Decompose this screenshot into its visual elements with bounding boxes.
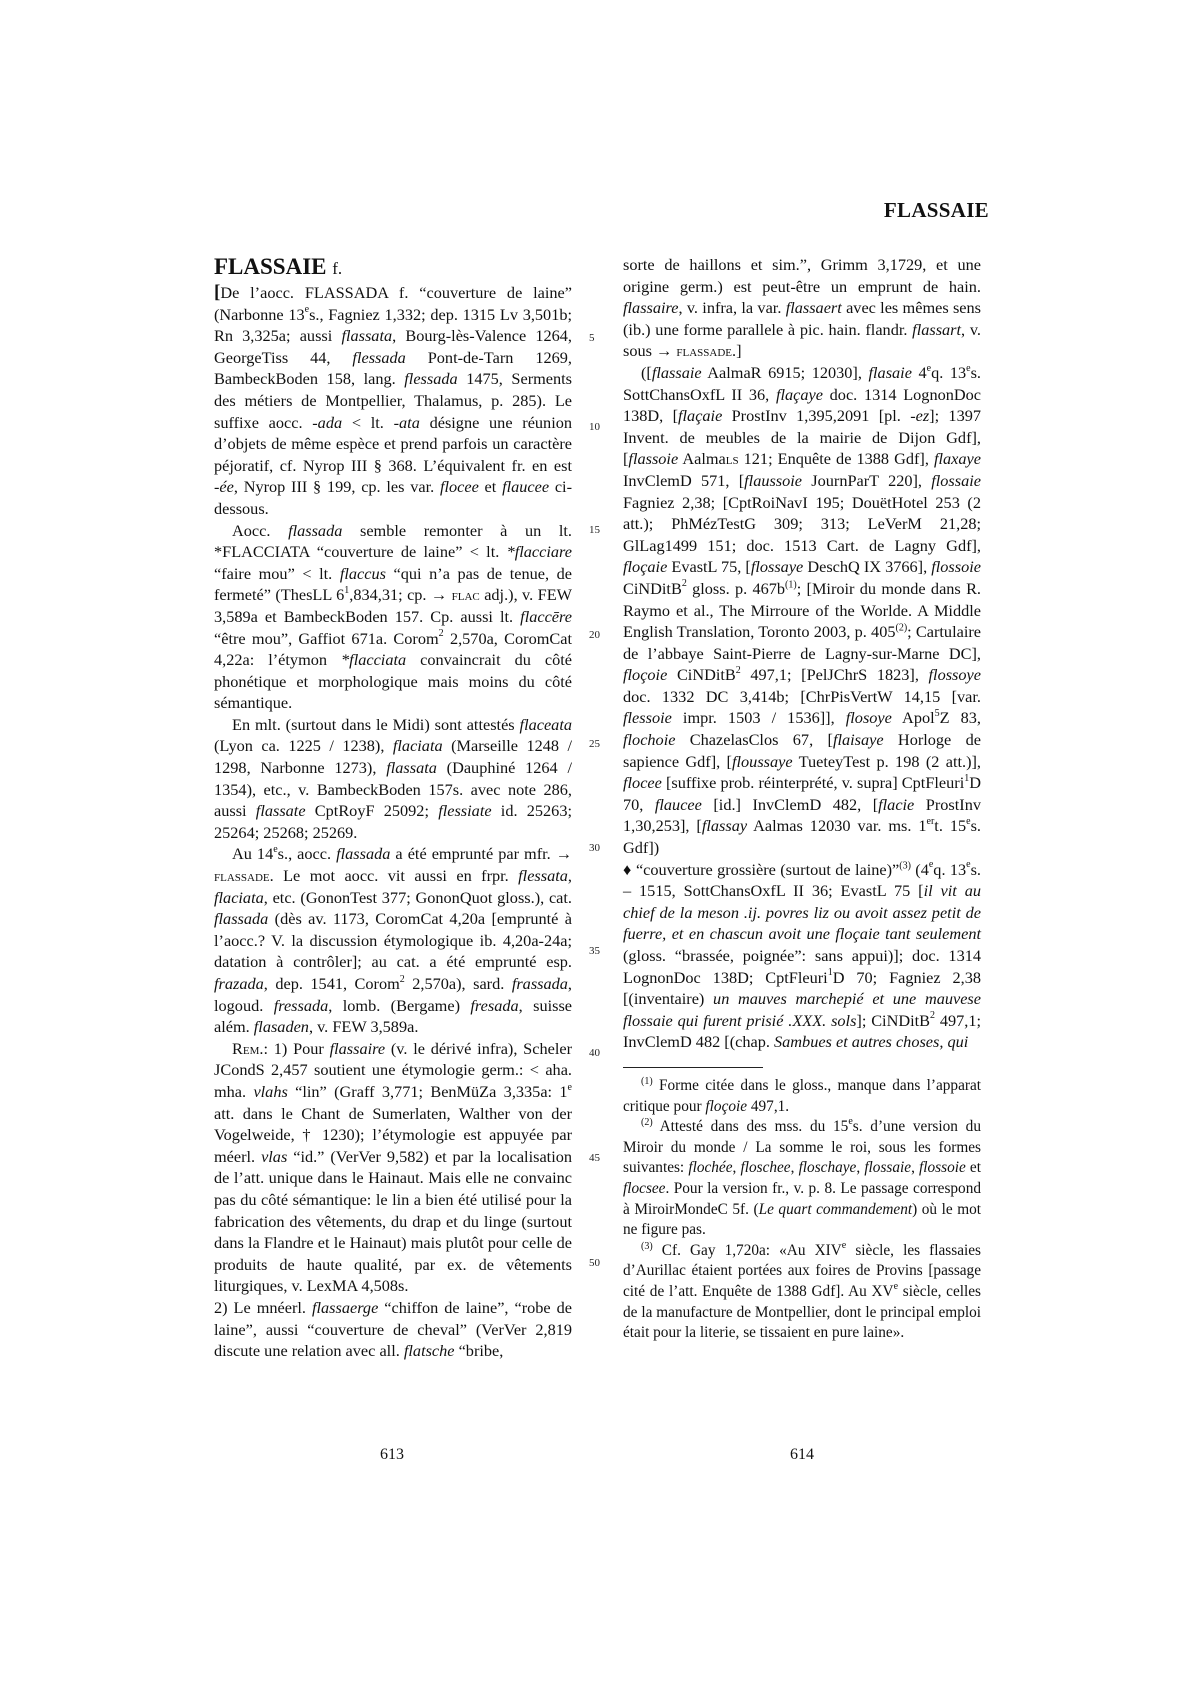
sense-diamond-icon: ♦ — [623, 859, 632, 879]
remark-paragraph: 2) Le mnéerl. flassaerge “chiffon de laine”, “robe de laine”, aussi “couverture de cheval” (VerVer 2,819 discute une relation avec all. flatsche “bribe, — [214, 1297, 572, 1361]
line-number: 50 — [589, 1257, 600, 1269]
etymology-continuation: sorte de haillons et sim.”, Grimm 3,1729, et une origine germ.) est peut-être un emprunt de hain. flassaire, v. infra, la var. flassaert avec les mêmes sens (ib.) une forme parallele à pic. hain. flandr. flassart, v. sous → flassade.] — [623, 255, 982, 361]
footnote-ref: (2) — [895, 622, 908, 634]
footnote: $^{(3)}$ Cf. Gay 1,720a: «Au XIVe siècle, les flassaies d’Aurillac étaient portées aux foires de Provins [passage cité de l’att. Enquête de 1388 Gdf]. Au XVe siècle, celles de la manufacture de Montpellier, dont le principal emploi était pour la literie, se tissaient en pure laine». — [623, 1239, 981, 1342]
etymology-paragraph: En mlt. (surtout dans le Midi) sont attestés flaceata (Lyon ca. 1225 / 1238), flaciata (Marseille 1248 / 1298, Narbonne 1273), flassata (Dauphiné 1264 / 1354), etc., v. BambeckBoden 157s. avec note 286, aussi flassate CptRoyF 25092; flessiate id. 25263; 25264; 25268; 25269. — [214, 714, 573, 842]
footnote: $^{(2)}$ Attesté dans des mss. du 15es. d’une version du Miroir du monde / La somme le roi, sous les formes suivantes: flochée, floschee, floschaye, flossaie, flossoie et flocsee. Pour la version fr., v. p. 8. Le passage correspond à MiroirMondeC 5f. (Le quart commandement) où le mot ne figure pas. — [623, 1116, 981, 1239]
line-number: 45 — [589, 1152, 600, 1164]
line-number: 15 — [589, 524, 600, 536]
forms-paragraph: ([flassaie AalmaR 6915; 12030], flasaie 4eq. 13es. SottChansOxfL II 36, flaçaye doc. 1314 LognonDoc 138D, [flaçaie ProstInv 1,395,2091 [pl. -ez]; 1397 Invent. de meubles de la mairie de Dijon Gdf], [flassoie Aalmals 121; Enquête de 1388 Gdf], flaxaye InvClemD 571, [flaussoie JournParT 220], flossaie Fagniez 2,38; [CptRoiNavI 195; DouëtHotel 253 (2 att.); PhMézTestG 309; 313; LeVerM 21,28; GlLag1499 151; doc. 1513 Cart. de Lagny Gdf], floçaie EvastL 75, [flossaye DeschQ IX 3766], flossoie CiNDitB$^2$ gloss. p. 467b$^{(1)}$; [Miroir du monde dans R. Raymo et al., The Mirroure of the Worlde. A Middle English Translation, Toronto 2003, p. 405$^{(2)}$; Cartulaire de l’abbaye Saint-Pierre de Lagny-sur-Marne DC], floçoie CiNDitB$^2$ 497,1; [PelJChrS 1823], flossoye doc. 1332 DC 3,414b; [ChrPisVertW 14,15 [var. flessoie impr. 1503 / 1536]], flosoye Apol$^5$Z 83, flochoie ChazelasClos 67, [flaisaye Horloge de sapience Gdf], [floussaye TueteyTest p. 198 (2 att.)], flocee [suffixe prob. réinterprété, v. supra] CptFleuri$^1$D 70, flaucee [id.] InvClemD 482, [flacie ProstInv 1,30,253], [flassay Aalmas 12030 var. ms. 1ert. 15es. Gdf]) — [623, 362, 982, 858]
right-column — [623, 254, 981, 1344]
entry-headword — [214, 254, 572, 282]
sense-paragraph: ♦ “couverture grossière (surtout de laine)”$^{(3)}$ (4eq. 13es. – 1515, SottChansOxfL II 36; EvastL 75 [il vit au chief de la meson .ij. povres liz ou avoit assez petit de fuerre, et en chascun avoit une floçaie tant seulement (gloss. “brassée, poignée”: sans appui)]; doc. 1314 LognonDoc 138D; CptFleuri$^1$D 70; Fagniez 2,38 [(inventaire) un mauves marchepié et une mauvese flossaie qui furent prisié .XXX. sols]; CiNDitB$^2$ 497,1; InvClemD 482 [(chap. Sambues et autres choses, qui — [623, 859, 982, 1052]
headword-text: FLASSAIE — [214, 254, 327, 279]
footnote-ref: (3) — [899, 860, 911, 872]
line-number: 5 — [589, 332, 595, 344]
line-number: 35 — [589, 945, 600, 957]
footnote: $^{(1)}$ Forme citée dans le gloss., manque dans l’apparat critique pour floçoie 497,1. — [623, 1075, 981, 1115]
line-number: 30 — [589, 842, 600, 854]
left-column — [214, 254, 572, 1362]
running-head: FLASSAIE — [883, 198, 989, 222]
headword-pos: f. — [332, 259, 343, 278]
remark-paragraph: Rem.: 1) Pour flassaire (v. le dérivé infra), Scheler JCondS 2,457 soutient une étymologie germ.: < aha. mha. vlahs “lin” (Graff 3,771; BenMüZa 3,335a: 1e att. dans le Chant de Sumerlaten, Walther von der Vogelweide, † 1230); l’étymologie est appuyée par méerl. vlas “id.” (VerVer 9,582) et par la localisation de l’att. unique dans le Hainaut. Mais elle ne convainc pas du côté sémantique: le lin a bien été utilisé pour la fabrication des vêtements, du drap et du linge (surtout dans la Flandre et le Hainaut) mais plutôt pour celle de produits de haute qualité, par ex. de vêtements liturgiques, v. LexMA 4,508s. — [214, 1038, 573, 1296]
page-number-left: 613 — [380, 1446, 404, 1463]
etymology-paragraph: Aocc. flassada semble remonter à un lt. *FLACCIATA “couverture de laine” < lt. *flacciare “faire mou” < lt. flaccus “qui n’a pas de tenue, de fermeté” (ThesLL $6^1,834,31$; cp. → flac adj.), v. FEW 3,589a et BambeckBoden 157. Cp. aussi lt. flaccēre “être mou”, Gaffiot 671a. Corom$^2$ 2,570a, CoromCat 4,22a: l’étymon *flacciata convaincrait du côté phonétique et morphologique mais moins du côté sémantique. — [214, 520, 573, 713]
footnote-ref: (1) — [785, 579, 797, 591]
footnote-rule — [623, 1067, 763, 1068]
line-number: 25 — [589, 738, 600, 750]
page-number-right: 614 — [790, 1446, 814, 1463]
line-number: 40 — [589, 1047, 600, 1059]
etymology-paragraph: [De l’aocc. FLASSADA f. “couverture de laine” (Narbonne 13es., Fagniez 1,332; dep. 1315 Lv 3,501b; Rn 3,325a; aussi flassata, Bourg-lès-Valence 1264, GeorgeTiss 44, flessada Pont-de-Tarn 1269, BambeckBoden 158, lang. flessada 1475, Serments des métiers de Montpellier, Thalamus, p. 285). Le suffixe aocc. -ada < lt. -ata désigne une réunion d’objets de même espèce et prend parfois un caractère péjoratif, cf. Nyrop III § 368. L’équivalent fr. en est -ée, Nyrop III § 199, cp. les var. flocee et flaucee ci-dessous. — [214, 282, 573, 518]
line-number: 10 — [589, 421, 600, 433]
etymology-paragraph: Au 14es., aocc. flassada a été emprunté par mfr. → flassade. Le mot aocc. vit aussi en frpr. flessata, flaciata, etc. (GononTest 377; GononQuot gloss.), cat. flassada (dès av. 1173, CoromCat 4,20a [emprunté à l’aocc.? V. la discussion étymologique ib. 4,20a-24a; datation à contrôler]; au cat. a été emprunté esp. frazada, dep. 1541, Corom$^2$ 2,570a), sard. frassada, logoud. fressada, lomb. (Bergame) fresada, suisse além. flasaden, v. FEW 3,589a. — [214, 844, 573, 1037]
line-number: 20 — [589, 629, 600, 641]
